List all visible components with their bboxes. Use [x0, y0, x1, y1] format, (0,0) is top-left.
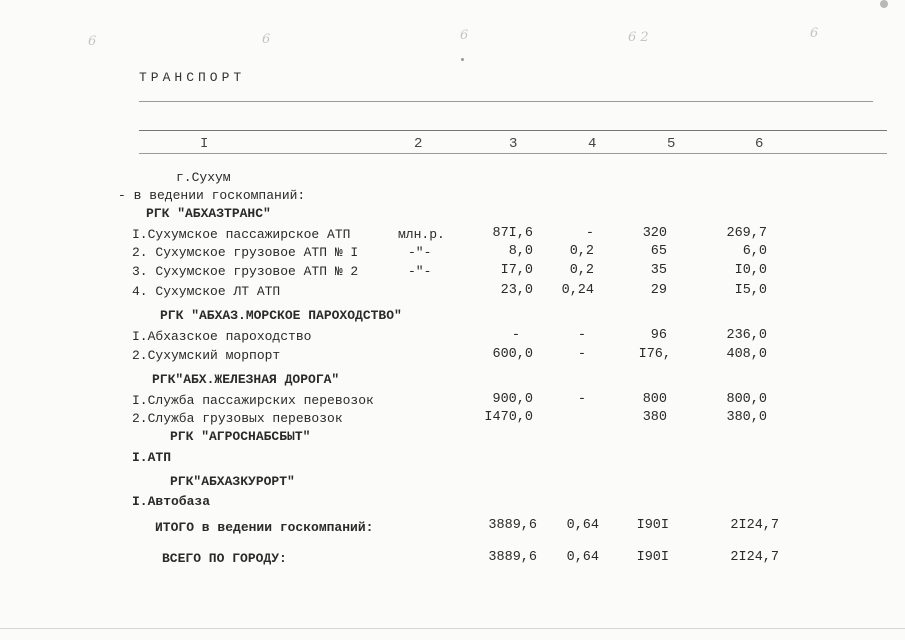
city-heading: г.Сухум: [176, 170, 231, 185]
margin-mark: 6: [262, 32, 271, 47]
row-label: 2.Служба грузовых перевозок: [132, 411, 343, 426]
row-label: I.Служба пассажирских перевозок: [132, 393, 374, 408]
column-header-5: 5: [667, 136, 676, 152]
cell-col3: 600,0: [492, 347, 533, 362]
total-col6: 2I24,7: [730, 518, 779, 533]
cell-col6: 236,0: [726, 328, 767, 343]
cell-col3: 87I,6: [492, 226, 533, 241]
margin-mark: 6: [88, 34, 97, 49]
cell-col5: 380: [642, 410, 667, 425]
row-label: I.Абхазское пароходство: [132, 329, 312, 344]
group-heading: РГК "АБХАЗ.МОРСКОЕ ПАРОХОДСТВО": [160, 308, 402, 323]
cell-col6: 269,7: [726, 226, 767, 241]
cell-col4: 0,2: [569, 263, 594, 278]
rule-line: [139, 130, 887, 131]
cell-col5: 800: [642, 392, 667, 407]
scan-speck: [880, 0, 888, 8]
cell-col5: 35: [650, 263, 667, 278]
cell-col3: 900,0: [492, 392, 533, 407]
margin-mark: 6 2: [628, 30, 649, 45]
total-label: ИТОГО в ведении госкомпаний:: [155, 520, 374, 535]
scan-speck: [461, 58, 464, 61]
total-col3: 3889,6: [488, 518, 537, 533]
total-col4: 0,64: [566, 518, 599, 533]
cell-col4: 0,24: [561, 283, 594, 298]
group-heading: РГК"АБХ.ЖЕЛЕЗНАЯ ДОРОГА": [152, 372, 340, 387]
city-total-col4: 0,64: [566, 550, 599, 565]
column-header-2: 2: [414, 136, 423, 152]
cell-col4: -: [577, 347, 586, 362]
total-col5: I90I: [636, 518, 669, 533]
document-title: ТРАНСПОРТ: [139, 70, 246, 85]
row-unit: -"-: [408, 264, 432, 279]
row-label: 3. Сухумское грузовое АТП № 2: [132, 264, 359, 279]
column-header-6: 6: [755, 136, 764, 152]
row-label: 2.Сухумский морпорт: [132, 348, 281, 363]
cell-col4: 0,2: [569, 244, 594, 259]
row-label: I.Сухумское пассажирское АТП: [132, 227, 351, 242]
margin-mark: 6: [460, 28, 469, 43]
cell-col4: -: [577, 392, 586, 407]
row-unit: млн.р.: [398, 227, 445, 242]
cell-col4: -: [585, 226, 594, 241]
margin-mark: 6: [810, 26, 819, 41]
row-label: 2. Сухумское грузовое АТП № I: [132, 245, 359, 260]
column-header-1: I: [200, 136, 209, 152]
rule-line: [139, 101, 873, 102]
cell-col3: I7,0: [500, 263, 533, 278]
group-heading: РГК"АБХАЗКУРОРТ": [170, 474, 295, 489]
cell-col3: 8,0: [508, 244, 533, 259]
city-total-col3: 3889,6: [488, 550, 537, 565]
row-unit: -"-: [408, 245, 432, 260]
rule-line: [0, 628, 905, 629]
row-label: 4. Сухумское ЛТ АТП: [132, 284, 281, 299]
column-header-4: 4: [588, 136, 597, 152]
column-header-3: 3: [509, 136, 518, 152]
city-total-col5: I90I: [636, 550, 669, 565]
cell-col3: 23,0: [500, 283, 533, 298]
cell-col5: 65: [650, 244, 667, 259]
cell-col3: I470,0: [484, 410, 533, 425]
cell-col3: -: [511, 328, 520, 343]
row-label: I.АТП: [132, 450, 172, 465]
cell-col5: 29: [650, 283, 667, 298]
section-label: - в ведении госкомпаний:: [118, 188, 306, 203]
cell-col6: 380,0: [726, 410, 767, 425]
city-total-col6: 2I24,7: [730, 550, 779, 565]
cell-col5: 96: [650, 328, 667, 343]
city-total-label: ВСЕГО ПО ГОРОДУ:: [162, 551, 287, 566]
group-heading: РГК "АБХАЗТРАНС": [146, 206, 271, 221]
cell-col6: 800,0: [726, 392, 767, 407]
cell-col6: I5,0: [734, 283, 767, 298]
cell-col4: -: [577, 328, 586, 343]
cell-col6: I0,0: [734, 263, 767, 278]
cell-col5: I76,: [638, 347, 671, 362]
group-heading: РГК "АГРОСНАБСБЫТ": [170, 429, 311, 444]
cell-col6: 6,0: [742, 244, 767, 259]
rule-line: [139, 153, 887, 154]
row-label: I.Автобаза: [132, 494, 211, 509]
cell-col6: 408,0: [726, 347, 767, 362]
cell-col5: 320: [642, 226, 667, 241]
